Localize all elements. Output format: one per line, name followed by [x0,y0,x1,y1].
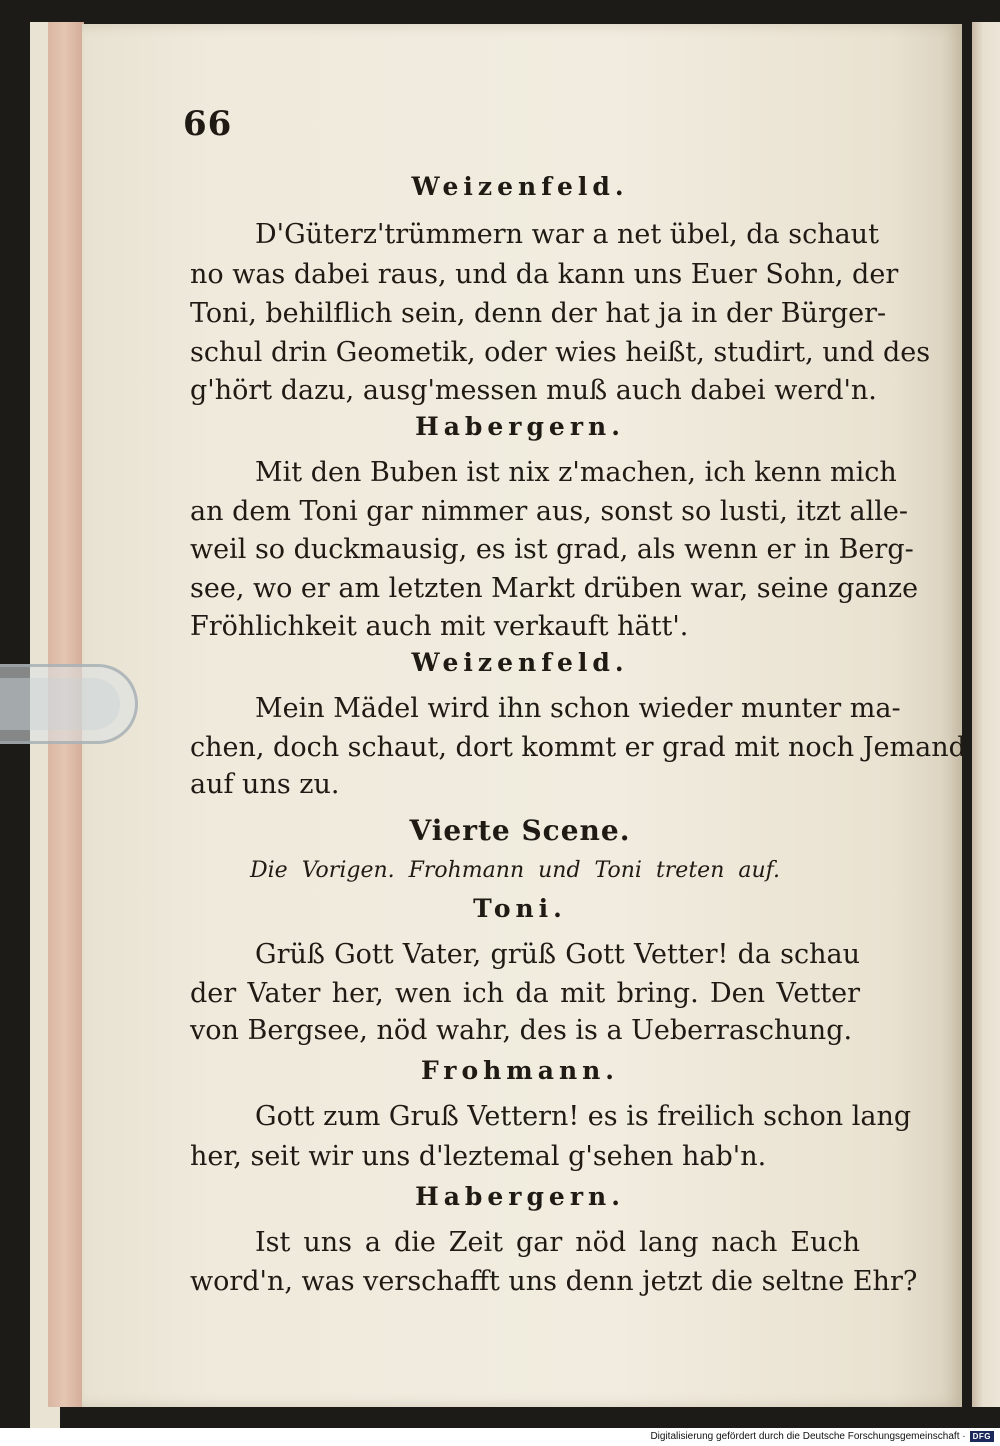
stage-direction: Die Vorigen. Frohmann und Toni treten auf. [250,858,780,883]
text-line: an dem Toni gar nimmer aus, sonst so lusti, itzt alle- [190,496,908,527]
speaker-habergern: Habergern. [415,412,625,441]
text-line: Mein Mädel wird ihn schon wieder munter ma- [255,693,901,724]
scene-title: Vierte Scene. [409,814,631,847]
text-line: g'hört dazu, ausg'messen muß auch dabei werd'n. [190,375,877,406]
text-line: auf uns zu. [190,769,340,800]
facing-page-edge [972,22,1000,1407]
text-line: chen, doch schaut, dort kommt er grad mit noch Jemand [190,732,966,763]
speaker-toni: Toni. [473,894,567,923]
text-line: der Vater her, wen ich da mit bring. Den Vetter [190,978,860,1009]
text-line: Grüß Gott Vater, grüß Gott Vetter! da schau [255,939,860,970]
text-line: her, seit wir uns d'leztemal g'sehen hab'n. [190,1141,767,1172]
digitization-credit [650,1431,994,1442]
text-line: no was dabei raus, und da kann uns Euer Sohn, der [190,259,899,290]
dfg-logo: DFG [970,1431,994,1442]
speaker-weizenfeld: Weizenfeld. [411,172,629,201]
text-line: Mit den Buben ist nix z'machen, ich kenn mich [255,457,897,488]
text-line: schul drin Geometik, oder wies heißt, studirt, und des [190,337,931,368]
speaker-frohmann: Frohmann. [420,1056,620,1085]
text-line: see, wo er am letzten Markt drüben war, seine ganze [190,573,919,604]
text-line: Ist uns a die Zeit gar nöd lang nach Euch [255,1227,860,1258]
speaker-habergern: Habergern. [415,1182,625,1211]
text-line: von Bergsee, nöd wahr, des is a Ueberraschung. [190,1015,853,1046]
text-line: Fröhlichkeit auch mit verkauft hätt'. [190,611,689,642]
text-line: Gott zum Gruß Vettern! es is freilich schon lang [255,1101,912,1132]
text-line: D'Güterz'trümmern war a net übel, da schaut [255,219,879,250]
text-line: word'n, was verschafft uns denn jetzt die seltne Ehr? [190,1266,918,1297]
credit-text: Digitalisierung gefördert durch die Deutsche Forschungsgemeinschaft · [650,1431,966,1442]
text-line: weil so duckmausig, es ist grad, als wenn er in Berg- [190,534,914,565]
page-clip [0,664,138,744]
speaker-weizenfeld: Weizenfeld. [411,648,629,677]
page-number: 66 [183,104,233,144]
text-line: Toni, behilflich sein, denn der hat ja in der Bürger- [190,298,887,329]
